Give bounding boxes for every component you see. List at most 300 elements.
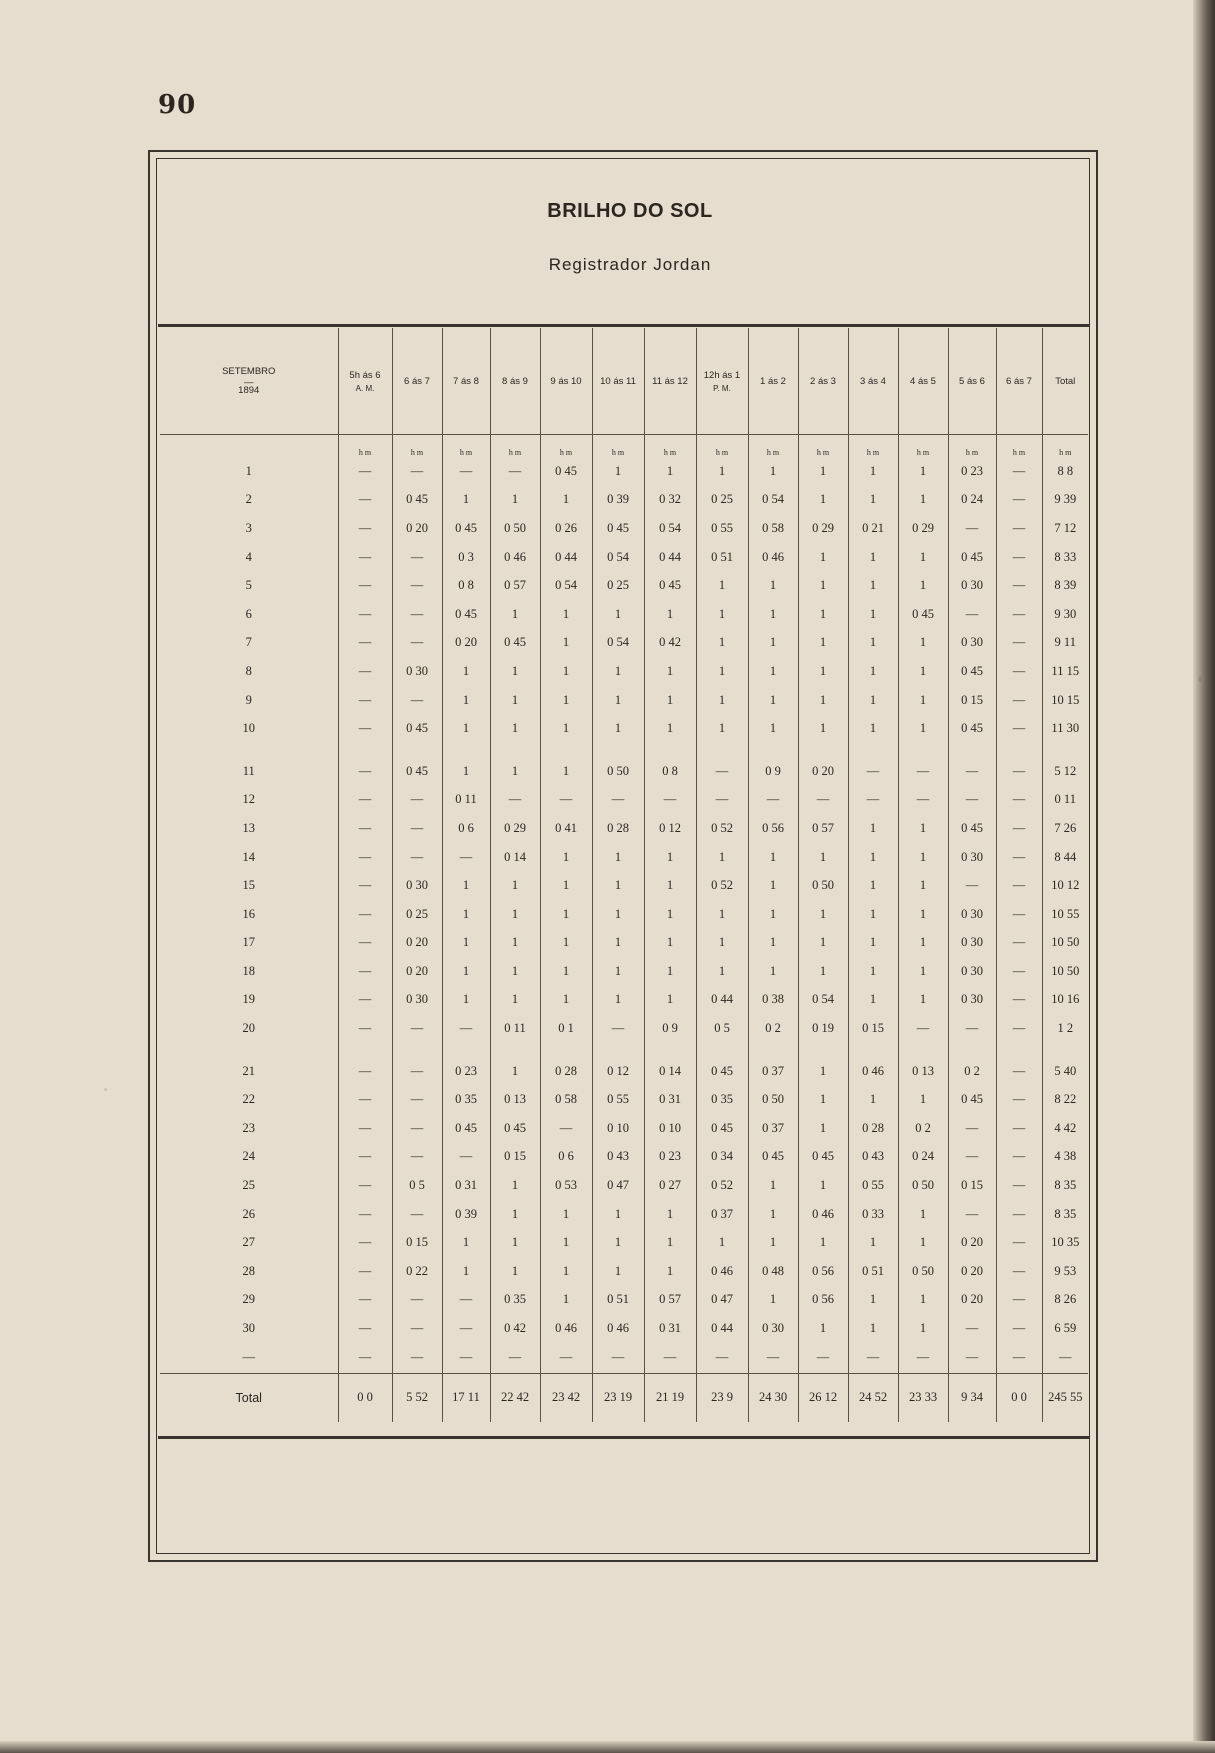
table-cell: — — [442, 1343, 490, 1374]
table-cell: 0 20 — [392, 514, 442, 543]
table-row — [160, 657, 1088, 686]
header-row — [160, 328, 1088, 435]
table-cell: 0 20 — [392, 957, 442, 986]
table-cell: — — [696, 786, 748, 815]
table-cell: 1 — [748, 714, 798, 743]
table-cell: 1 — [848, 543, 898, 572]
table-cell: 11 30 — [1042, 714, 1088, 743]
table-cell: 0 30 — [948, 986, 996, 1015]
table-cell: — — [392, 1143, 442, 1172]
total-row — [160, 1373, 1088, 1422]
table-cell: — — [644, 786, 696, 815]
table-cell: 1 — [696, 600, 748, 629]
table-cell: 0 13 — [490, 1085, 540, 1114]
total-cell: 24 30 — [748, 1373, 798, 1422]
table-cell: — — [338, 929, 392, 958]
table-cell: 1 — [592, 871, 644, 900]
table-cell: — — [338, 1143, 392, 1172]
unit-label: h m — [848, 435, 898, 458]
table-cell: 1 — [898, 1314, 948, 1343]
day-number: 17 — [242, 935, 255, 950]
table-row — [160, 457, 1088, 486]
table-cell: — — [996, 514, 1042, 543]
table-cell: 0 43 — [592, 1143, 644, 1172]
table-cell: 1 — [898, 957, 948, 986]
table-cell: 0 54 — [644, 514, 696, 543]
hour-column-header — [442, 328, 490, 435]
table-row — [160, 843, 1088, 872]
table-cell: 0 45 — [442, 600, 490, 629]
table-cell: — — [996, 1200, 1042, 1229]
day-number: 24 — [242, 1149, 255, 1164]
table-cell: 0 14 — [644, 1057, 696, 1086]
day-number: 11 — [242, 763, 255, 778]
table-cell: 1 — [490, 1057, 540, 1086]
total-cell: 5 52 — [392, 1373, 442, 1422]
table-row — [160, 1228, 1088, 1257]
table-cell: — — [996, 600, 1042, 629]
sunshine-table — [160, 328, 1088, 1422]
table-cell: — — [338, 714, 392, 743]
table-cell: 1 — [898, 843, 948, 872]
table-cell: 0 39 — [592, 486, 644, 515]
table-row — [160, 1314, 1088, 1343]
spacer-cell — [490, 1043, 540, 1057]
spacer-cell — [696, 743, 748, 757]
column-header-label: 11 ás 12 — [652, 375, 688, 387]
spacer-cell — [848, 743, 898, 757]
table-cell: — — [338, 1343, 392, 1374]
spacer-cell — [540, 743, 592, 757]
footer-rule — [158, 1436, 1090, 1439]
table-cell: 1 — [696, 571, 748, 600]
table-cell: — — [338, 514, 392, 543]
table-row — [160, 486, 1088, 515]
table-cell: 0 32 — [644, 486, 696, 515]
table-cell: 0 45 — [490, 629, 540, 658]
spacer-cell — [490, 743, 540, 757]
spacer-cell — [996, 1043, 1042, 1057]
column-header-label: 5 ás 6 — [959, 375, 985, 387]
table-cell: 0 30 — [948, 571, 996, 600]
unit-label: h m — [696, 435, 748, 458]
table-cell: 0 23 — [948, 457, 996, 486]
table-cell: 1 — [540, 600, 592, 629]
spacer-cell — [392, 743, 442, 757]
table-row — [160, 686, 1088, 715]
table-cell: 0 19 — [798, 1014, 848, 1043]
table-cell: 0 6 — [442, 814, 490, 843]
table-cell: 1 — [696, 957, 748, 986]
table-cell: 0 53 — [540, 1171, 592, 1200]
table-cell: 0 1 — [540, 1014, 592, 1043]
table-row — [160, 1057, 1088, 1086]
table-cell: 0 46 — [748, 543, 798, 572]
table-cell: 1 2 — [1042, 1014, 1088, 1043]
table-row — [160, 543, 1088, 572]
table-cell: 0 15 — [490, 1143, 540, 1172]
table-cell: 0 10 — [592, 1114, 644, 1143]
table-cell: — — [948, 786, 996, 815]
table-cell: 0 12 — [592, 1057, 644, 1086]
table-cell: 1 — [748, 1228, 798, 1257]
table-cell: — — [338, 1085, 392, 1114]
table-row — [160, 1200, 1088, 1229]
table-cell: 0 45 — [948, 543, 996, 572]
table-cell: 1 — [748, 900, 798, 929]
day-number: 22 — [242, 1092, 255, 1107]
table-cell: 0 2 — [948, 1057, 996, 1086]
table-cell: 1 — [592, 957, 644, 986]
hour-column-header — [848, 328, 898, 435]
spacer-cell — [996, 743, 1042, 757]
table-cell: — — [392, 1014, 442, 1043]
table-cell: 1 — [490, 1171, 540, 1200]
table-cell: 1 — [592, 843, 644, 872]
total-cell: 26 12 — [798, 1373, 848, 1422]
spacer-cell — [644, 1043, 696, 1057]
table-cell: — — [490, 786, 540, 815]
table-cell: — — [948, 1314, 996, 1343]
table-cell: 0 20 — [948, 1228, 996, 1257]
table-cell: 1 — [540, 629, 592, 658]
table-cell: — — [540, 1343, 592, 1374]
hour-column-header — [338, 328, 392, 435]
table-cell: 1 — [848, 900, 898, 929]
table-cell: 1 — [898, 871, 948, 900]
table-cell: — — [996, 686, 1042, 715]
spacer-cell — [160, 743, 338, 757]
table-cell: 1 — [798, 714, 848, 743]
table-cell: 1 — [748, 600, 798, 629]
table-cell: — — [338, 871, 392, 900]
table-cell: 0 42 — [644, 629, 696, 658]
table-cell: 0 45 — [948, 714, 996, 743]
table-cell: 0 30 — [392, 871, 442, 900]
table-cell: 0 50 — [898, 1171, 948, 1200]
table-cell: 0 5 — [392, 1171, 442, 1200]
spacer-cell — [392, 1043, 442, 1057]
table-cell: 1 — [848, 1286, 898, 1315]
table-cell: 0 25 — [592, 571, 644, 600]
table-cell: 4 42 — [1042, 1114, 1088, 1143]
total-cell: 23 33 — [898, 1373, 948, 1422]
table-cell: 1 — [540, 1286, 592, 1315]
table-cell: — — [338, 1057, 392, 1086]
day-number: 6 — [245, 606, 252, 621]
table-cell: 1 — [798, 571, 848, 600]
table-cell: 1 — [748, 657, 798, 686]
table-cell: — — [392, 457, 442, 486]
table-cell: 0 46 — [540, 1314, 592, 1343]
table-cell: 1 — [442, 1228, 490, 1257]
hour-column-header — [644, 328, 696, 435]
total-label: Total — [160, 1373, 338, 1422]
unit-label: h m — [996, 435, 1042, 458]
day-number: 14 — [242, 849, 255, 864]
page-bottom-shadow — [0, 1741, 1215, 1753]
table-cell: 0 29 — [798, 514, 848, 543]
group-spacer — [160, 743, 1088, 757]
table-cell: 5 12 — [1042, 757, 1088, 786]
spacer-cell — [798, 743, 848, 757]
table-cell: — — [338, 657, 392, 686]
table-cell: 1 — [848, 714, 898, 743]
table-row — [160, 514, 1088, 543]
table-cell: 1 — [848, 814, 898, 843]
table-cell: 0 45 — [442, 1114, 490, 1143]
table-cell: — — [338, 900, 392, 929]
table-cell: 1 — [540, 714, 592, 743]
table-cell: 0 39 — [442, 1200, 490, 1229]
table-cell: 0 29 — [490, 814, 540, 843]
table-cell: 8 39 — [1042, 571, 1088, 600]
table-cell: 0 45 — [392, 486, 442, 515]
spacer-cell — [442, 743, 490, 757]
table-cell: 8 35 — [1042, 1200, 1088, 1229]
table-cell: — — [996, 1314, 1042, 1343]
page-number: 90 — [158, 90, 197, 120]
table-cell: — — [996, 871, 1042, 900]
table-cell: 1 — [644, 871, 696, 900]
table-cell: 0 56 — [748, 814, 798, 843]
table-cell: 0 51 — [696, 543, 748, 572]
table-cell: 0 47 — [592, 1171, 644, 1200]
table-cell: 1 — [898, 686, 948, 715]
table-cell: 0 10 — [644, 1114, 696, 1143]
table-cell: 0 34 — [696, 1143, 748, 1172]
table-cell: — — [442, 1314, 490, 1343]
table-row — [160, 1286, 1088, 1315]
total-cell: 17 11 — [442, 1373, 490, 1422]
spacer-cell — [1042, 743, 1088, 757]
table-cell: 0 35 — [490, 1286, 540, 1315]
table-cell: 0 37 — [696, 1200, 748, 1229]
table-cell: 1 — [442, 486, 490, 515]
table-cell: 0 23 — [442, 1057, 490, 1086]
table-cell: 1 — [798, 1114, 848, 1143]
table-cell: 8 8 — [1042, 457, 1088, 486]
unit-label: h m — [490, 435, 540, 458]
table-cell: 0 26 — [540, 514, 592, 543]
spacer-cell — [592, 1043, 644, 1057]
table-cell: 8 44 — [1042, 843, 1088, 872]
table-cell: — — [392, 786, 442, 815]
table-cell: — — [392, 1343, 442, 1374]
table-cell: 1 — [592, 1228, 644, 1257]
day-number: 2 — [245, 492, 252, 507]
table-cell: — — [996, 757, 1042, 786]
table-cell: 1 — [898, 1286, 948, 1315]
table-cell: — — [996, 786, 1042, 815]
table-cell: — — [490, 457, 540, 486]
table-cell: 0 41 — [540, 814, 592, 843]
table-cell: 1 — [798, 1314, 848, 1343]
table-cell: 0 45 — [644, 571, 696, 600]
table-row — [160, 871, 1088, 900]
table-cell: 0 21 — [848, 514, 898, 543]
page-edge-shadow — [1193, 0, 1215, 1753]
unit-label: h m — [1042, 435, 1088, 458]
table-cell: 10 12 — [1042, 871, 1088, 900]
day-number: 27 — [242, 1235, 255, 1250]
table-cell: — — [996, 1343, 1042, 1374]
table-row — [160, 757, 1088, 786]
table-cell: 0 20 — [948, 1257, 996, 1286]
table-cell: 10 55 — [1042, 900, 1088, 929]
total-cell: 23 19 — [592, 1373, 644, 1422]
table-cell: — — [996, 1085, 1042, 1114]
total-cell: 9 34 — [948, 1373, 996, 1422]
table-cell: — — [996, 1228, 1042, 1257]
table-cell: — — [338, 986, 392, 1015]
table-cell: 1 — [898, 814, 948, 843]
table-cell: 0 58 — [540, 1085, 592, 1114]
table-cell: — — [392, 1200, 442, 1229]
table-cell: 1 — [848, 1314, 898, 1343]
table-cell: 0 46 — [798, 1200, 848, 1229]
column-header-period: A. M. — [355, 383, 375, 393]
table-cell: — — [338, 786, 392, 815]
table-cell: — — [338, 1286, 392, 1315]
total-cell: 23 9 — [696, 1373, 748, 1422]
table-cell: 1 — [748, 1171, 798, 1200]
table-cell: 0 54 — [748, 486, 798, 515]
table-cell: — — [338, 1200, 392, 1229]
table-cell: — — [996, 1114, 1042, 1143]
table-cell: — — [996, 957, 1042, 986]
table-cell: 1 — [848, 1085, 898, 1114]
table-cell: 1 — [748, 1286, 798, 1315]
day-number: 20 — [242, 1021, 255, 1036]
table-cell: — — [948, 1114, 996, 1143]
table-cell: — — [338, 629, 392, 658]
table-cell: 1 — [540, 900, 592, 929]
table-cell: 6 59 — [1042, 1314, 1088, 1343]
table-cell: 1 — [644, 457, 696, 486]
table-cell: 1 — [748, 629, 798, 658]
table-cell: — — [996, 629, 1042, 658]
hour-column-header — [996, 328, 1042, 435]
table-cell: 1 — [696, 714, 748, 743]
table-cell: 1 — [748, 571, 798, 600]
day-number: 7 — [245, 635, 252, 650]
table-cell: 1 — [540, 1200, 592, 1229]
column-header-label: 6 ás 7 — [1006, 375, 1032, 387]
column-header-label: Total — [1055, 375, 1076, 387]
column-header-label: 12h ás 1 — [703, 369, 741, 381]
table-cell: 1 — [442, 957, 490, 986]
hour-column-header — [540, 328, 592, 435]
day-number: 10 — [242, 721, 255, 736]
table-cell: 1 — [592, 1200, 644, 1229]
table-row — [160, 1343, 1088, 1374]
table-cell: 8 33 — [1042, 543, 1088, 572]
table-cell: — — [996, 1171, 1042, 1200]
table-cell: 0 2 — [748, 1014, 798, 1043]
table-cell: — — [338, 686, 392, 715]
table-cell: — — [338, 1114, 392, 1143]
table-cell: 0 52 — [696, 1171, 748, 1200]
table-cell: — — [996, 657, 1042, 686]
table-row — [160, 900, 1088, 929]
table-cell: 1 — [592, 900, 644, 929]
table-cell: 0 37 — [748, 1057, 798, 1086]
table-cell: — — [996, 929, 1042, 958]
day-number: 5 — [245, 578, 252, 593]
table-cell: 1 — [748, 1200, 798, 1229]
table-cell: 0 46 — [696, 1257, 748, 1286]
table-cell: 7 12 — [1042, 514, 1088, 543]
hour-column-header — [798, 328, 848, 435]
table-cell: 9 39 — [1042, 486, 1088, 515]
table-cell: 1 — [798, 686, 848, 715]
table-cell: 0 44 — [540, 543, 592, 572]
table-cell: 0 3 — [442, 543, 490, 572]
table-cell: 1 — [696, 657, 748, 686]
table-cell: 1 — [798, 843, 848, 872]
table-cell: 1 — [644, 843, 696, 872]
table-cell: 0 45 — [540, 457, 592, 486]
table-cell: — — [392, 1057, 442, 1086]
table-subtitle: Registrador Jordan — [548, 255, 712, 274]
table-cell: — — [392, 543, 442, 572]
table-cell: 1 — [798, 1171, 848, 1200]
ink-spot — [1198, 676, 1202, 682]
ink-spot — [104, 1088, 107, 1091]
spacer-cell — [948, 1043, 996, 1057]
table-cell: 10 35 — [1042, 1228, 1088, 1257]
spacer-cell — [898, 1043, 948, 1057]
table-cell: 5 40 — [1042, 1057, 1088, 1086]
table-cell: 1 — [490, 986, 540, 1015]
table-cell: 0 30 — [948, 843, 996, 872]
table-cell: 0 14 — [490, 843, 540, 872]
table-cell: 1 — [696, 629, 748, 658]
table-cell: — — [442, 1286, 490, 1315]
table-cell: 1 — [748, 686, 798, 715]
table-cell: — — [592, 1014, 644, 1043]
table-cell: — — [442, 457, 490, 486]
day-number: — — [242, 1350, 255, 1365]
table-cell: — — [996, 986, 1042, 1015]
table-cell: 0 37 — [748, 1114, 798, 1143]
spacer-cell — [798, 1043, 848, 1057]
hour-column-header — [592, 328, 644, 435]
table-cell: 0 15 — [848, 1014, 898, 1043]
table-cell: 1 — [442, 757, 490, 786]
day-number: 15 — [242, 878, 255, 893]
table-cell: 0 31 — [644, 1314, 696, 1343]
day-number: 28 — [242, 1263, 255, 1278]
total-cell: 0 0 — [996, 1373, 1042, 1422]
unit-label: h m — [798, 435, 848, 458]
table-cell: 1 — [592, 1257, 644, 1286]
table-cell: — — [338, 1171, 392, 1200]
spacer-cell — [442, 1043, 490, 1057]
table-cell: 1 — [848, 871, 898, 900]
unit-label: h m — [898, 435, 948, 458]
unit-row-blank — [160, 435, 338, 458]
column-header-label: 10 ás 11 — [600, 375, 636, 387]
table-row — [160, 629, 1088, 658]
table-cell: — — [490, 1343, 540, 1374]
spacer-cell — [748, 743, 798, 757]
table-cell: 1 — [798, 629, 848, 658]
table-cell: — — [996, 1257, 1042, 1286]
hour-column-header — [748, 328, 798, 435]
table-row — [160, 986, 1088, 1015]
